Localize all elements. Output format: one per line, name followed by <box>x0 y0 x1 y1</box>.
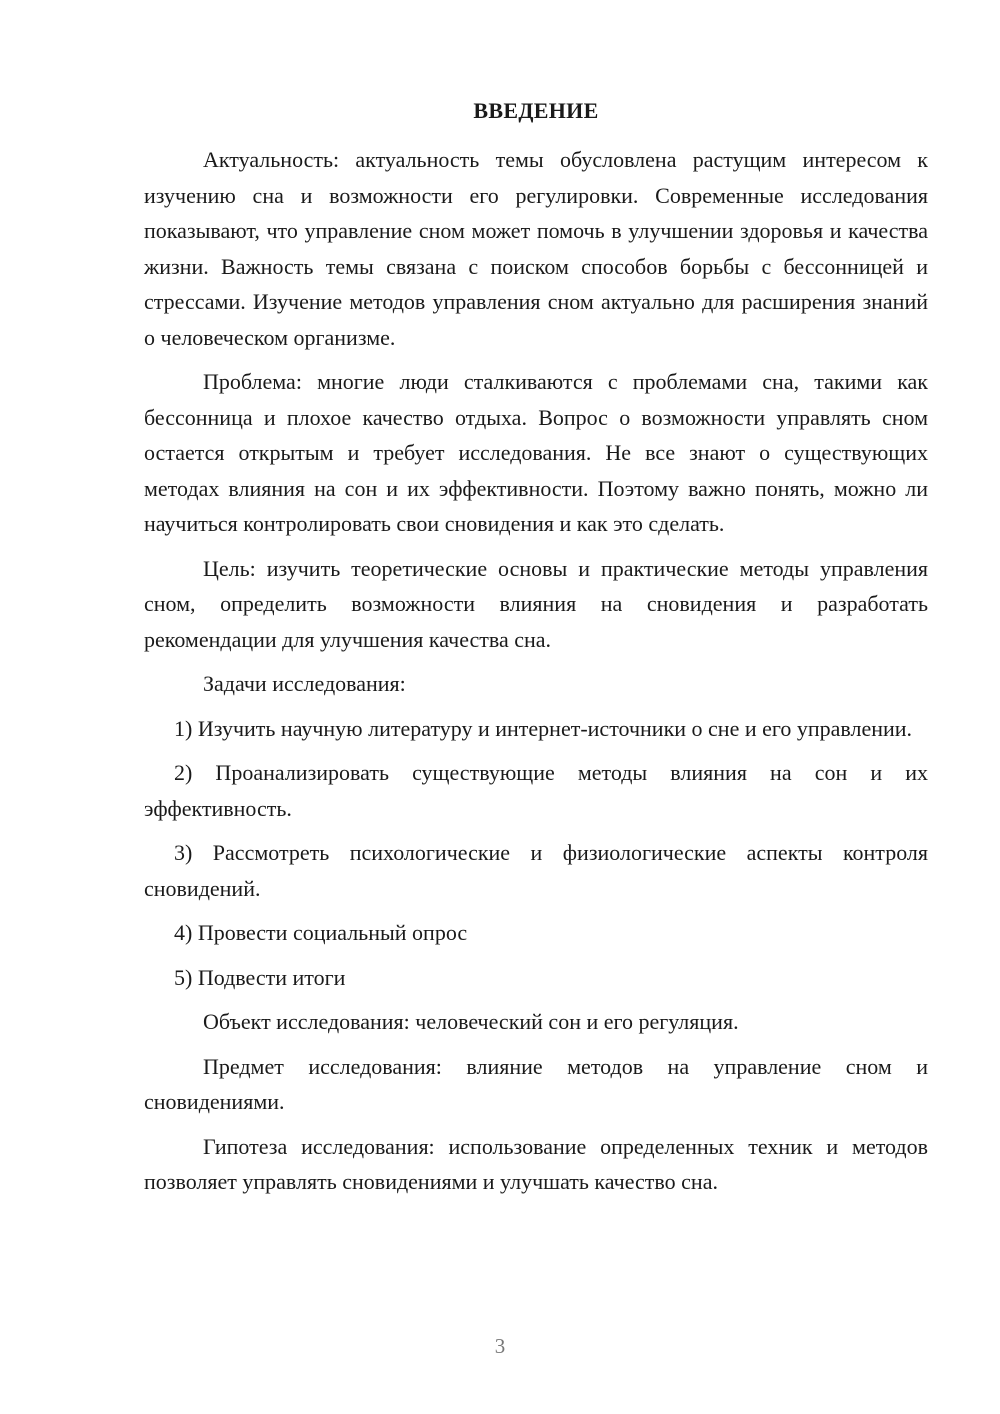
task-item-3: 3) Рассмотреть психологические и физиологические аспекты контроля сновидений. <box>144 840 928 901</box>
task-item-1: 1) Изучить научную литературу и интернет-источники о сне и его управлении. <box>174 715 913 741</box>
paragraph-relevance: Актуальность: актуальность темы обусловлена растущим интересом к изучению сна и возможности его регулировки. Современные исследования показывают, что управление сном может помочь в улучшении здоровья и качества жизни. Важность темы связана с поиском способов борьбы с бессонницей и стрессами. Изучение методов управления сном актуально для расширения знаний о человеческом организме. <box>144 147 928 350</box>
paragraph-hypothesis: Гипотеза исследования: использование определенных техник и методов позволяет управлять сновидениями и улучшать качество сна. <box>144 1133 928 1194</box>
paragraph-goal: Цель: изучить теоретические основы и практические методы управления сном, определить возможности влияния на сновидения и разработать рекомендации для улучшения качества сна. <box>144 555 928 652</box>
task-item-5: 5) Подвести итоги <box>174 964 346 990</box>
page-number: 3 <box>494 1334 506 1358</box>
section-heading: ВВЕДЕНИЕ <box>473 98 599 123</box>
paragraph-object: Объект исследования: человеческий сон и его регуляция. <box>203 1009 739 1034</box>
task-item-4: 4) Провести социальный опрос <box>174 920 468 945</box>
paragraph-subject: Предмет исследования: влияние методов на управление сном и сновидениями. <box>144 1053 928 1114</box>
document-page <box>144 96 928 1209</box>
task-item-2: 2) Проанализировать существующие методы влияния на сон и их эффективность. <box>144 760 928 821</box>
paragraph-problem: Проблема: многие люди сталкиваются с проблемами сна, такими как бессонница и плохое качество отдыха. Вопрос о возможности управлять сном остается открытым и требует исследования. Не все знают о существующих методах влияния на сон и их эффективности. Поэтому важно понять, можно ли научиться контролировать свои сновидения и как это сделать. <box>144 369 928 536</box>
paragraph-tasks-title: Задачи исследования: <box>203 671 406 696</box>
